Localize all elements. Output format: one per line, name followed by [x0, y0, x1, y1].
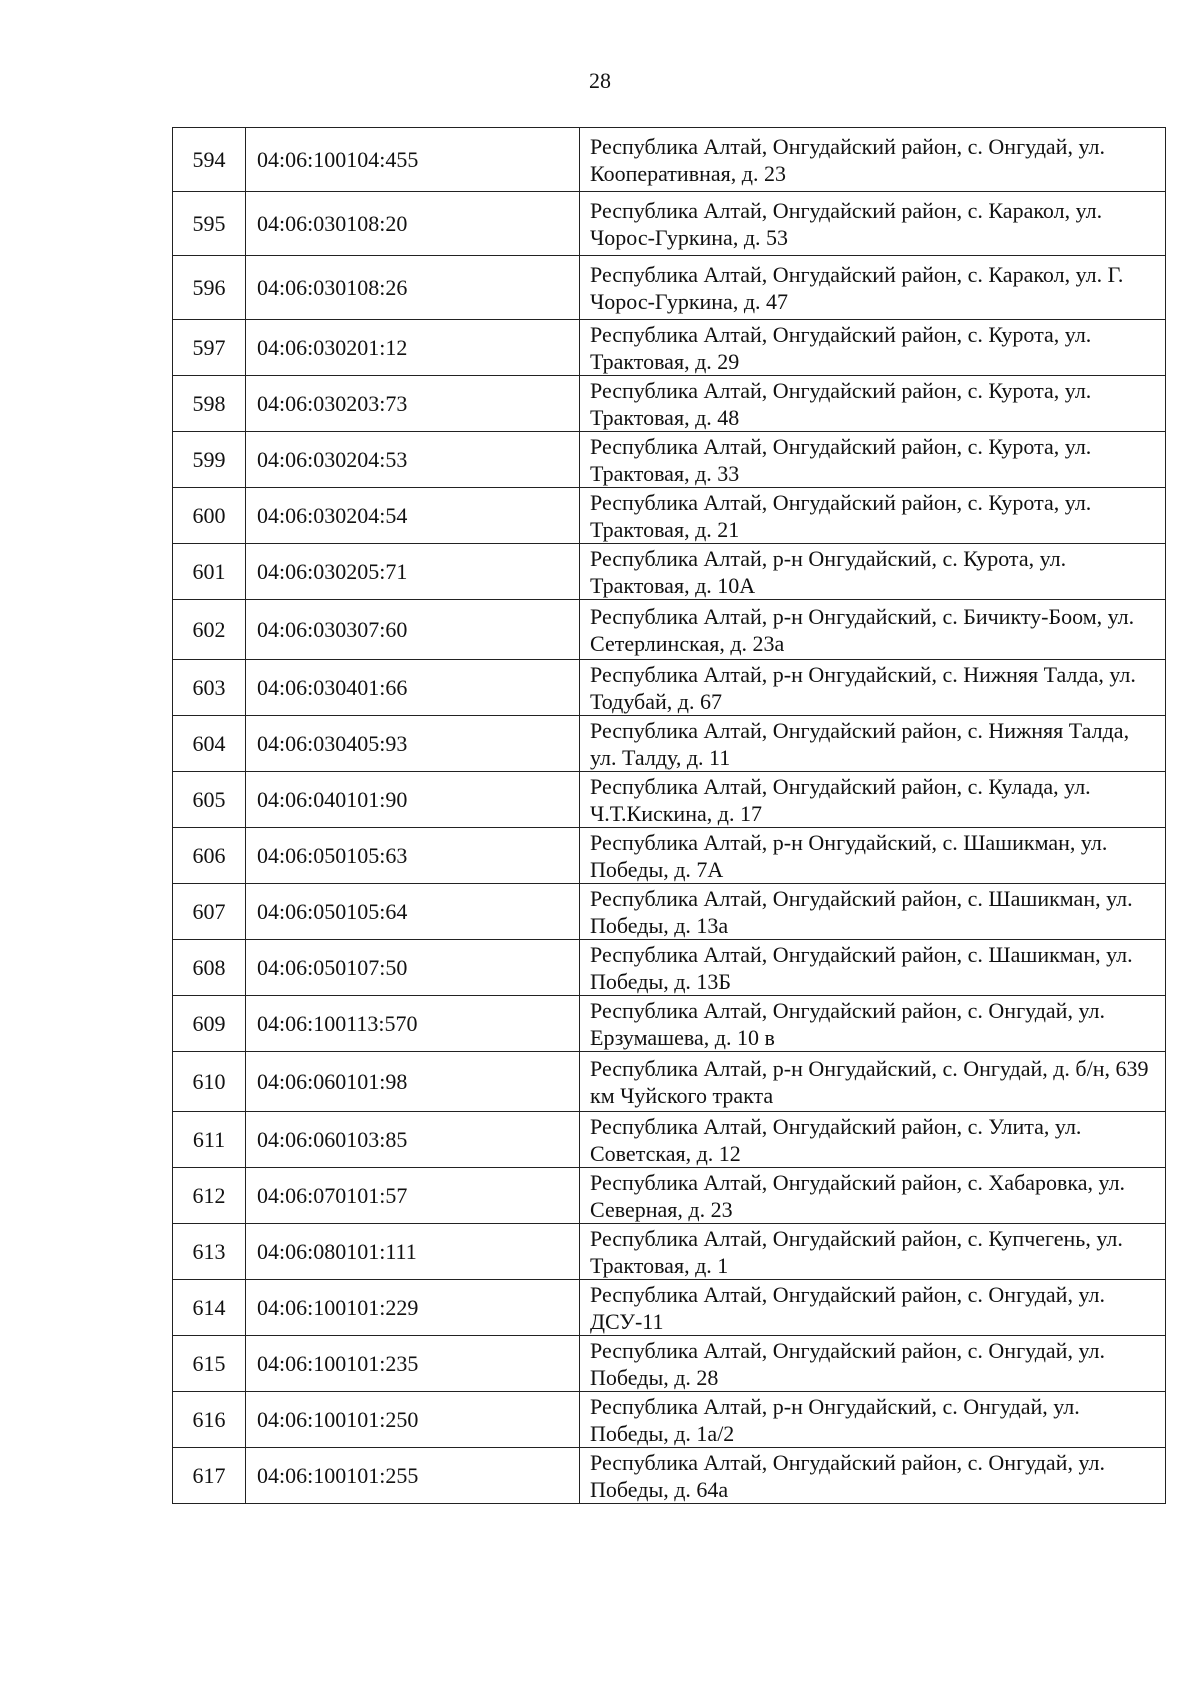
cadastral-number: 04:06:080101:111	[246, 1224, 580, 1280]
row-number: 613	[173, 1224, 246, 1280]
address: Республика Алтай, Онгудайский район, с. Шашикман, ул. Победы, д. 13Б	[580, 940, 1166, 996]
property-table-body	[173, 128, 1166, 1504]
table-row	[173, 256, 1166, 320]
cadastral-number: 04:06:030204:53	[246, 432, 580, 488]
address: Республика Алтай, Онгудайский район, с. Онгудай, ул. Победы, д. 28	[580, 1336, 1166, 1392]
table-row	[173, 1112, 1166, 1168]
table-row	[173, 488, 1166, 544]
cadastral-number: 04:06:100101:255	[246, 1448, 580, 1504]
address: Республика Алтай, р-н Онгудайский, с. Онгудай, ул. Победы, д. 1а/2	[580, 1392, 1166, 1448]
address: Республика Алтай, Онгудайский район, с. Курота, ул. Трактовая, д. 29	[580, 320, 1166, 376]
address: Республика Алтай, р-н Онгудайский, с. Шашикман, ул. Победы, д. 7А	[580, 828, 1166, 884]
row-number: 616	[173, 1392, 246, 1448]
cadastral-number: 04:06:030405:93	[246, 716, 580, 772]
row-number: 601	[173, 544, 246, 600]
table-row	[173, 320, 1166, 376]
row-number: 608	[173, 940, 246, 996]
table-row	[173, 1052, 1166, 1112]
address: Республика Алтай, р-н Онгудайский, с. Курота, ул. Трактовая, д. 10А	[580, 544, 1166, 600]
row-number: 611	[173, 1112, 246, 1168]
table-row	[173, 828, 1166, 884]
address: Республика Алтай, Онгудайский район, с. Каракол, ул. Чорос-Гуркина, д. 53	[580, 192, 1166, 256]
table-row	[173, 716, 1166, 772]
row-number: 603	[173, 660, 246, 716]
table-row	[173, 1448, 1166, 1504]
cadastral-number: 04:06:030204:54	[246, 488, 580, 544]
address: Республика Алтай, Онгудайский район, с. Онгудай, ул. Ерзумашева, д. 10 в	[580, 996, 1166, 1052]
row-number: 609	[173, 996, 246, 1052]
address: Республика Алтай, Онгудайский район, с. Кулада, ул. Ч.Т.Кискина, д. 17	[580, 772, 1166, 828]
row-number: 599	[173, 432, 246, 488]
cadastral-number: 04:06:100101:229	[246, 1280, 580, 1336]
address: Республика Алтай, р-н Онгудайский, с. Бичикту-Боом, ул. Сетерлинская, д. 23а	[580, 600, 1166, 660]
table-row	[173, 884, 1166, 940]
address: Республика Алтай, Онгудайский район, с. Нижняя Талда, ул. Талду, д. 11	[580, 716, 1166, 772]
table-row	[173, 772, 1166, 828]
table-row	[173, 1392, 1166, 1448]
table-row	[173, 1224, 1166, 1280]
table-row	[173, 600, 1166, 660]
cadastral-number: 04:06:040101:90	[246, 772, 580, 828]
table-row	[173, 1280, 1166, 1336]
address: Республика Алтай, Онгудайский район, с. Курота, ул. Трактовая, д. 21	[580, 488, 1166, 544]
table-row	[173, 1168, 1166, 1224]
address: Республика Алтай, Онгудайский район, с. Каракол, ул. Г. Чорос-Гуркина, д. 47	[580, 256, 1166, 320]
address: Республика Алтай, р-н Онгудайский, с. Нижняя Талда, ул. Тодубай, д. 67	[580, 660, 1166, 716]
cadastral-number: 04:06:030203:73	[246, 376, 580, 432]
address: Республика Алтай, Онгудайский район, с. Онгудай, ул. Победы, д. 64а	[580, 1448, 1166, 1504]
cadastral-number: 04:06:060101:98	[246, 1052, 580, 1112]
table-row	[173, 996, 1166, 1052]
address: Республика Алтай, Онгудайский район, с. Хабаровка, ул. Северная, д. 23	[580, 1168, 1166, 1224]
row-number: 598	[173, 376, 246, 432]
cadastral-number: 04:06:030307:60	[246, 600, 580, 660]
address: Республика Алтай, Онгудайский район, с. Улита, ул. Советская, д. 12	[580, 1112, 1166, 1168]
table-row	[173, 128, 1166, 192]
row-number: 597	[173, 320, 246, 376]
cadastral-number: 04:06:070101:57	[246, 1168, 580, 1224]
row-number: 594	[173, 128, 246, 192]
row-number: 610	[173, 1052, 246, 1112]
table-row	[173, 544, 1166, 600]
row-number: 606	[173, 828, 246, 884]
table-row	[173, 1336, 1166, 1392]
cadastral-number: 04:06:030401:66	[246, 660, 580, 716]
cadastral-number: 04:06:100101:235	[246, 1336, 580, 1392]
address: Республика Алтай, Онгудайский район, с. Курота, ул. Трактовая, д. 48	[580, 376, 1166, 432]
table-row	[173, 660, 1166, 716]
row-number: 612	[173, 1168, 246, 1224]
row-number: 605	[173, 772, 246, 828]
cadastral-number: 04:06:060103:85	[246, 1112, 580, 1168]
row-number: 614	[173, 1280, 246, 1336]
row-number: 607	[173, 884, 246, 940]
cadastral-number: 04:06:030201:12	[246, 320, 580, 376]
address: Республика Алтай, Онгудайский район, с. Купчегень, ул. Трактовая, д. 1	[580, 1224, 1166, 1280]
address: Республика Алтай, Онгудайский район, с. Шашикман, ул. Победы, д. 13а	[580, 884, 1166, 940]
cadastral-number: 04:06:030205:71	[246, 544, 580, 600]
cadastral-number: 04:06:100104:455	[246, 128, 580, 192]
cadastral-number: 04:06:050107:50	[246, 940, 580, 996]
table-row	[173, 192, 1166, 256]
address: Республика Алтай, Онгудайский район, с. Онгудай, ул. Кооперативная, д. 23	[580, 128, 1166, 192]
row-number: 595	[173, 192, 246, 256]
address: Республика Алтай, Онгудайский район, с. Онгудай, ул. ДСУ-11	[580, 1280, 1166, 1336]
row-number: 615	[173, 1336, 246, 1392]
property-table	[172, 127, 1166, 1504]
row-number: 600	[173, 488, 246, 544]
table-row	[173, 940, 1166, 996]
cadastral-number: 04:06:050105:64	[246, 884, 580, 940]
row-number: 617	[173, 1448, 246, 1504]
row-number: 596	[173, 256, 246, 320]
address: Республика Алтай, Онгудайский район, с. Курота, ул. Трактовая, д. 33	[580, 432, 1166, 488]
cadastral-number: 04:06:100101:250	[246, 1392, 580, 1448]
cadastral-number: 04:06:100113:570	[246, 996, 580, 1052]
page-number: 28	[589, 68, 611, 93]
cadastral-number: 04:06:030108:26	[246, 256, 580, 320]
cadastral-number: 04:06:030108:20	[246, 192, 580, 256]
row-number: 604	[173, 716, 246, 772]
table-row	[173, 432, 1166, 488]
cadastral-number: 04:06:050105:63	[246, 828, 580, 884]
table-row	[173, 376, 1166, 432]
address: Республика Алтай, р-н Онгудайский, с. Онгудай, д. б/н, 639 км Чуйского тракта	[580, 1052, 1166, 1112]
row-number: 602	[173, 600, 246, 660]
